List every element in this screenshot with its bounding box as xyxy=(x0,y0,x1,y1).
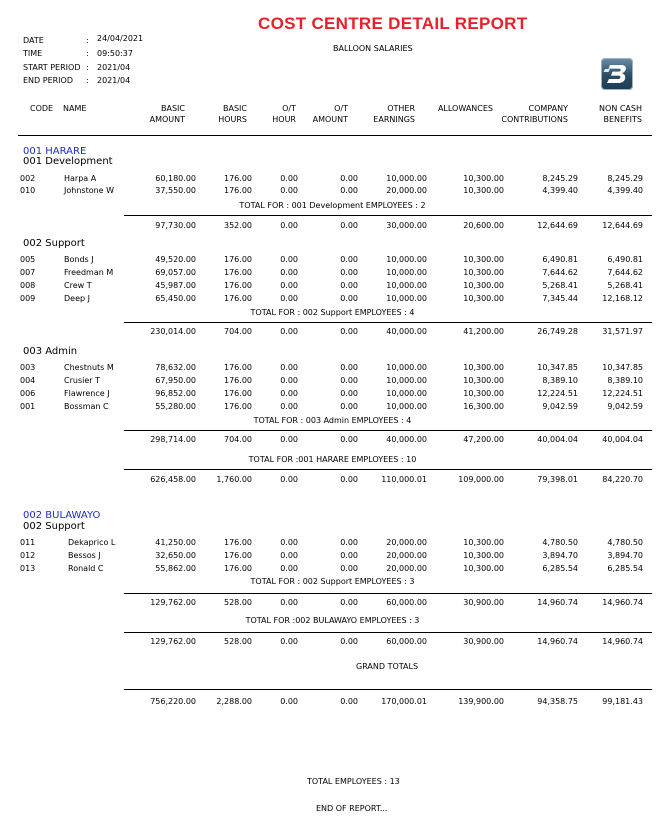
table-cell: 10,000.00 xyxy=(386,281,427,290)
table-cell: 0.00 xyxy=(340,376,358,385)
grand-total-cell: 0.00 xyxy=(340,697,358,706)
branch-total-cell: 0.00 xyxy=(340,637,358,646)
department-total-label: TOTAL FOR : 001 Development EMPLOYEES : 2 xyxy=(239,201,426,210)
table-cell: 0.00 xyxy=(340,294,358,303)
department-total-cell: 0.00 xyxy=(340,435,358,444)
table-cell: 8,389.10 xyxy=(542,376,578,385)
branch-total-cell: 79,398.01 xyxy=(537,475,578,484)
grand-total-cell: 94,358.75 xyxy=(537,697,578,706)
grand-total-cell: 99,181.43 xyxy=(602,697,643,706)
table-cell: 16,300.00 xyxy=(463,402,504,411)
employee-code: 010 xyxy=(20,186,36,195)
department-total-cell: 0.00 xyxy=(280,598,298,607)
table-cell: 6,285.54 xyxy=(542,564,578,573)
total-employees: TOTAL EMPLOYEES : 13 xyxy=(307,777,400,786)
employee-name: Freedman M xyxy=(64,268,114,277)
table-cell: 0.00 xyxy=(280,376,298,385)
department-total-cell: 20,600.00 xyxy=(463,221,504,230)
department-total-cell: 47,200.00 xyxy=(463,435,504,444)
employee-code: 001 xyxy=(20,402,36,411)
table-cell: 10,300.00 xyxy=(463,281,504,290)
table-cell: 0.00 xyxy=(340,564,358,573)
table-cell: 10,300.00 xyxy=(463,551,504,560)
table-cell: 12,168.12 xyxy=(602,294,643,303)
employee-name: Harpa A xyxy=(64,174,97,183)
column-header: O/T xyxy=(334,104,348,113)
grand-total-cell: 0.00 xyxy=(280,697,298,706)
employee-name: Johnstone W xyxy=(64,186,115,195)
department-total-cell: 60,000.00 xyxy=(386,598,427,607)
table-cell: 3,894.70 xyxy=(542,551,578,560)
table-cell: 60,180.00 xyxy=(155,174,196,183)
table-cell: 0.00 xyxy=(340,402,358,411)
table-cell: 10,300.00 xyxy=(463,564,504,573)
employee-name: Bonds J xyxy=(64,255,94,264)
table-cell: 0.00 xyxy=(280,186,298,195)
table-cell: 176.00 xyxy=(224,186,252,195)
column-header: COMPANY xyxy=(528,104,568,113)
branch-total-rule xyxy=(124,469,652,470)
employee-name: Deep J xyxy=(64,294,90,303)
table-cell: 10,000.00 xyxy=(386,255,427,264)
table-cell: 176.00 xyxy=(224,376,252,385)
total-rule xyxy=(124,430,652,431)
department-total-cell: 31,571.97 xyxy=(602,327,643,336)
department-heading: 001 Development xyxy=(23,156,113,167)
table-cell: 0.00 xyxy=(280,255,298,264)
table-cell: 8,245.29 xyxy=(607,174,643,183)
meta-label: DATE xyxy=(23,36,44,45)
branch-total-cell: 0.00 xyxy=(340,475,358,484)
department-total-cell: 12,644.69 xyxy=(602,221,643,230)
column-header: O/T xyxy=(282,104,296,113)
column-header: ALLOWANCES xyxy=(437,104,493,113)
table-cell: 10,300.00 xyxy=(463,376,504,385)
department-total-cell: 40,000.00 xyxy=(386,435,427,444)
table-cell: 10,300.00 xyxy=(463,268,504,277)
grand-total-rule xyxy=(124,689,652,690)
employee-code: 006 xyxy=(20,389,36,398)
employee-code: 011 xyxy=(20,538,36,547)
grand-total-cell: 756,220.00 xyxy=(150,697,196,706)
table-cell: 7,644.62 xyxy=(607,268,643,277)
header-rule xyxy=(18,135,652,136)
meta-colon: : xyxy=(86,63,89,72)
department-total-cell: 0.00 xyxy=(340,327,358,336)
branch-total-cell: 84,220.70 xyxy=(602,475,643,484)
table-cell: 6,285.54 xyxy=(607,564,643,573)
table-cell: 176.00 xyxy=(224,174,252,183)
column-header: AMOUNT xyxy=(312,115,348,124)
employee-name: Crusier T xyxy=(64,376,100,385)
table-cell: 55,862.00 xyxy=(155,564,196,573)
department-total-cell: 0.00 xyxy=(280,327,298,336)
department-total-cell: 30,900.00 xyxy=(463,598,504,607)
table-cell: 6,490.81 xyxy=(542,255,578,264)
meta-colon: : xyxy=(86,76,89,85)
department-heading: 002 Support xyxy=(23,238,85,249)
table-cell: 176.00 xyxy=(224,268,252,277)
table-cell: 10,000.00 xyxy=(386,174,427,183)
meta-value: 09:50:37 xyxy=(97,49,133,58)
employee-code: 002 xyxy=(20,174,36,183)
department-total-cell: 14,960.74 xyxy=(602,598,643,607)
table-cell: 69,057.00 xyxy=(155,268,196,277)
table-cell: 0.00 xyxy=(340,389,358,398)
table-cell: 10,347.85 xyxy=(537,363,578,372)
employee-name: Chestnuts M xyxy=(64,363,114,372)
department-total-cell: 40,004.04 xyxy=(602,435,643,444)
table-cell: 12,224.51 xyxy=(602,389,643,398)
column-header: EARNINGS xyxy=(373,115,415,124)
column-header: HOURS xyxy=(218,115,247,124)
table-cell: 10,000.00 xyxy=(386,268,427,277)
b-logo-icon xyxy=(601,58,633,90)
department-total-label: TOTAL FOR : 002 Support EMPLOYEES : 3 xyxy=(250,577,415,586)
branch-total-cell: 129,762.00 xyxy=(150,637,196,646)
branch-total-cell: 1,760.00 xyxy=(216,475,252,484)
table-cell: 9,042.59 xyxy=(607,402,643,411)
table-cell: 176.00 xyxy=(224,564,252,573)
branch-total-rule xyxy=(124,632,652,633)
table-cell: 5,268.41 xyxy=(542,281,578,290)
table-cell: 3,894.70 xyxy=(607,551,643,560)
table-cell: 10,000.00 xyxy=(386,376,427,385)
grand-total-cell: 170,000.01 xyxy=(381,697,427,706)
column-header: BASIC xyxy=(161,104,185,113)
table-cell: 176.00 xyxy=(224,402,252,411)
table-cell: 0.00 xyxy=(280,402,298,411)
table-cell: 12,224.51 xyxy=(537,389,578,398)
column-header: AMOUNT xyxy=(149,115,185,124)
table-cell: 0.00 xyxy=(340,281,358,290)
column-header: OTHER xyxy=(387,104,415,113)
table-cell: 10,300.00 xyxy=(463,174,504,183)
meta-value: 2021/04 xyxy=(97,76,131,85)
table-cell: 20,000.00 xyxy=(386,186,427,195)
table-cell: 7,644.62 xyxy=(542,268,578,277)
table-cell: 0.00 xyxy=(340,255,358,264)
employee-code: 012 xyxy=(20,551,36,560)
department-total-cell: 704.00 xyxy=(224,327,252,336)
employee-code: 004 xyxy=(20,376,36,385)
meta-value: 2021/04 xyxy=(97,63,131,72)
grand-total-cell: 2,288.00 xyxy=(216,697,252,706)
table-cell: 176.00 xyxy=(224,551,252,560)
table-cell: 32,650.00 xyxy=(155,551,196,560)
department-total-cell: 129,762.00 xyxy=(150,598,196,607)
department-total-cell: 298,714.00 xyxy=(150,435,196,444)
table-cell: 176.00 xyxy=(224,281,252,290)
table-cell: 4,780.50 xyxy=(542,538,578,547)
table-cell: 8,389.10 xyxy=(607,376,643,385)
employee-code: 008 xyxy=(20,281,36,290)
branch-total-cell: 30,900.00 xyxy=(463,637,504,646)
table-cell: 10,300.00 xyxy=(463,389,504,398)
table-cell: 0.00 xyxy=(280,281,298,290)
column-header: CONTRIBUTIONS xyxy=(501,115,568,124)
column-header: BENEFITS xyxy=(603,115,642,124)
department-heading: 002 Support xyxy=(23,521,85,532)
branch-total-label: TOTAL FOR :001 HARARE EMPLOYEES : 10 xyxy=(248,455,417,464)
table-cell: 0.00 xyxy=(340,186,358,195)
table-cell: 176.00 xyxy=(224,538,252,547)
grand-total-cell: 139,900.00 xyxy=(458,697,504,706)
table-cell: 5,268.41 xyxy=(607,281,643,290)
table-cell: 0.00 xyxy=(280,294,298,303)
table-cell: 10,300.00 xyxy=(463,294,504,303)
table-cell: 176.00 xyxy=(224,255,252,264)
report-subtitle: BALLOON SALARIES xyxy=(333,44,413,53)
grand-totals-label: GRAND TOTALS xyxy=(356,662,419,671)
meta-label: TIME xyxy=(23,49,43,58)
branch-total-cell: 109,000.00 xyxy=(458,475,504,484)
table-cell: 20,000.00 xyxy=(386,551,427,560)
table-cell: 4,399.40 xyxy=(607,186,643,195)
total-rule xyxy=(124,322,652,323)
department-total-cell: 0.00 xyxy=(340,221,358,230)
branch-total-cell: 110,000.01 xyxy=(381,475,427,484)
branch-total-cell: 0.00 xyxy=(280,637,298,646)
table-cell: 0.00 xyxy=(340,174,358,183)
department-total-cell: 40,004.04 xyxy=(537,435,578,444)
table-cell: 6,490.81 xyxy=(607,255,643,264)
employee-code: 009 xyxy=(20,294,36,303)
total-rule xyxy=(124,593,652,594)
table-cell: 96,852.00 xyxy=(155,389,196,398)
table-cell: 0.00 xyxy=(280,174,298,183)
department-heading: 003 Admin xyxy=(23,346,78,357)
branch-total-cell: 626,458.00 xyxy=(150,475,196,484)
department-total-cell: 0.00 xyxy=(280,435,298,444)
table-cell: 0.00 xyxy=(280,268,298,277)
employee-code: 003 xyxy=(20,363,36,372)
department-total-cell: 26,749.28 xyxy=(537,327,578,336)
department-total-cell: 40,000.00 xyxy=(386,327,427,336)
employee-name: Dekaprico L xyxy=(68,538,116,547)
department-total-cell: 14,960.74 xyxy=(537,598,578,607)
employee-code: 005 xyxy=(20,255,36,264)
column-header: NAME xyxy=(63,104,87,113)
table-cell: 4,399.40 xyxy=(542,186,578,195)
branch-total-label: TOTAL FOR :002 BULAWAYO EMPLOYEES : 3 xyxy=(245,616,420,625)
table-cell: 0.00 xyxy=(280,363,298,372)
table-cell: 0.00 xyxy=(280,538,298,547)
meta-label: END PERIOD xyxy=(23,76,73,85)
table-cell: 65,450.00 xyxy=(155,294,196,303)
department-total-cell: 230,014.00 xyxy=(150,327,196,336)
table-cell: 0.00 xyxy=(340,268,358,277)
column-header: HOUR xyxy=(272,115,296,124)
table-cell: 41,250.00 xyxy=(155,538,196,547)
table-cell: 10,000.00 xyxy=(386,389,427,398)
table-cell: 49,520.00 xyxy=(155,255,196,264)
employee-name: Bossman C xyxy=(64,402,109,411)
table-cell: 10,000.00 xyxy=(386,363,427,372)
table-cell: 20,000.00 xyxy=(386,538,427,547)
table-cell: 0.00 xyxy=(280,551,298,560)
table-cell: 0.00 xyxy=(340,363,358,372)
table-cell: 0.00 xyxy=(340,551,358,560)
total-rule xyxy=(124,215,652,216)
end-of-report: END OF REPORT... xyxy=(316,804,388,813)
department-total-cell: 12,644.69 xyxy=(537,221,578,230)
table-cell: 10,000.00 xyxy=(386,402,427,411)
column-header: CODE xyxy=(30,104,54,113)
table-cell: 7,345.44 xyxy=(542,294,578,303)
table-cell: 8,245.29 xyxy=(542,174,578,183)
table-cell: 0.00 xyxy=(340,538,358,547)
meta-colon: : xyxy=(86,49,89,58)
table-cell: 78,632.00 xyxy=(155,363,196,372)
branch-heading: 002 BULAWAYO xyxy=(23,510,101,521)
department-total-cell: 0.00 xyxy=(340,598,358,607)
column-header: BASIC xyxy=(223,104,247,113)
table-cell: 55,280.00 xyxy=(155,402,196,411)
table-cell: 20,000.00 xyxy=(386,564,427,573)
table-cell: 176.00 xyxy=(224,389,252,398)
table-cell: 176.00 xyxy=(224,363,252,372)
employee-name: Crew T xyxy=(64,281,92,290)
department-total-cell: 97,730.00 xyxy=(155,221,196,230)
table-cell: 67,950.00 xyxy=(155,376,196,385)
employee-name: Flawrence J xyxy=(64,389,110,398)
table-cell: 10,300.00 xyxy=(463,255,504,264)
table-cell: 10,300.00 xyxy=(463,538,504,547)
table-cell: 0.00 xyxy=(280,389,298,398)
table-cell: 10,000.00 xyxy=(386,294,427,303)
table-cell: 10,300.00 xyxy=(463,186,504,195)
table-cell: 45,987.00 xyxy=(155,281,196,290)
employee-code: 007 xyxy=(20,268,36,277)
department-total-label: TOTAL FOR : 002 Support EMPLOYEES : 4 xyxy=(250,308,415,317)
table-cell: 10,300.00 xyxy=(463,363,504,372)
department-total-cell: 0.00 xyxy=(280,221,298,230)
table-cell: 176.00 xyxy=(224,294,252,303)
table-cell: 0.00 xyxy=(280,564,298,573)
department-total-cell: 528.00 xyxy=(224,598,252,607)
branch-total-cell: 14,960.74 xyxy=(537,637,578,646)
column-header: NON CASH xyxy=(599,104,642,113)
meta-label: START PERIOD xyxy=(23,63,81,72)
table-cell: 10,347.85 xyxy=(602,363,643,372)
table-cell: 9,042.59 xyxy=(542,402,578,411)
branch-total-cell: 60,000.00 xyxy=(386,637,427,646)
branch-total-cell: 0.00 xyxy=(280,475,298,484)
branch-heading: 001 HARARE xyxy=(23,146,87,157)
employee-name: Bessos J xyxy=(68,551,101,560)
meta-colon: : xyxy=(86,36,89,45)
employee-code: 013 xyxy=(20,564,36,573)
department-total-cell: 41,200.00 xyxy=(463,327,504,336)
branch-total-cell: 528.00 xyxy=(224,637,252,646)
department-total-cell: 30,000.00 xyxy=(386,221,427,230)
employee-name: Ronald C xyxy=(68,564,104,573)
department-total-cell: 352.00 xyxy=(224,221,252,230)
department-total-cell: 704.00 xyxy=(224,435,252,444)
branch-total-cell: 14,960.74 xyxy=(602,637,643,646)
department-total-label: TOTAL FOR : 003 Admin EMPLOYEES : 4 xyxy=(253,416,412,425)
report-title: COST CENTRE DETAIL REPORT xyxy=(258,14,528,33)
meta-value: 24/04/2021 xyxy=(97,34,144,43)
table-cell: 4,780.50 xyxy=(607,538,643,547)
table-cell: 37,550.00 xyxy=(155,186,196,195)
